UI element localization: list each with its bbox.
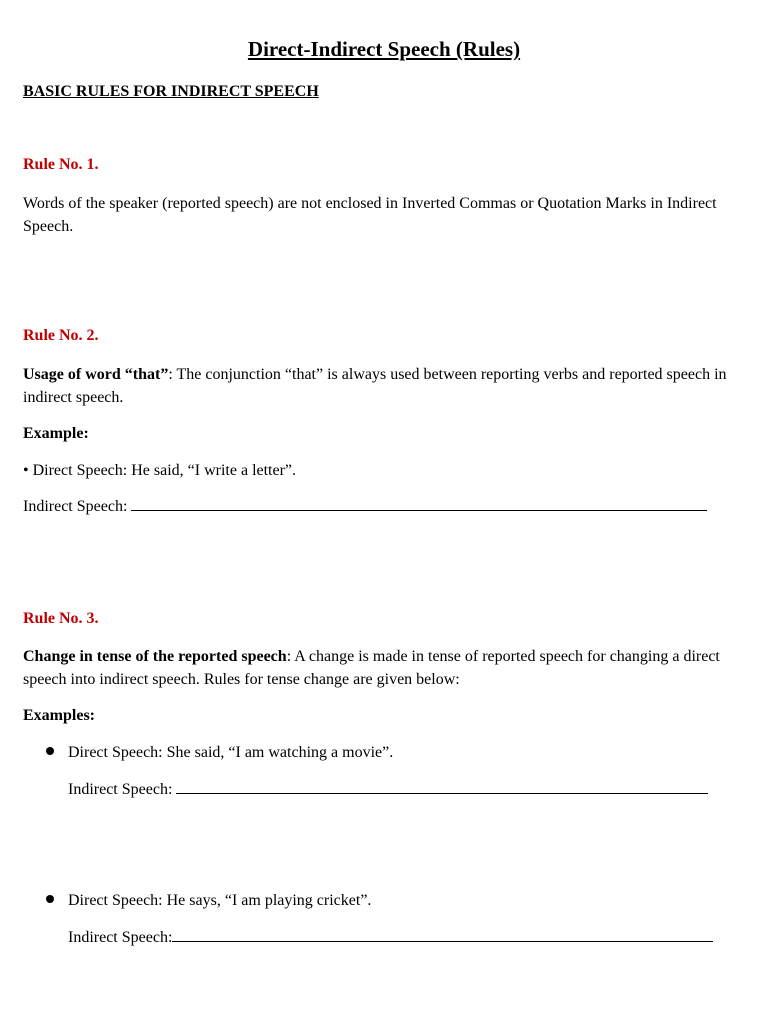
bullet-icon — [46, 747, 54, 755]
rule-3-example-2-answer-blank[interactable] — [172, 927, 713, 942]
rule-2-example-label: Example: — [23, 425, 89, 442]
rule-1-text: Words of the speaker (reported speech) are not enclosed in Inverted Commas or Quotation Marks in Indirect Speech. — [23, 195, 717, 235]
section-subtitle: BASIC RULES FOR INDIRECT SPEECH — [23, 83, 319, 100]
rule-3-example-1-direct-text: Direct Speech: She said, “I am watching a movie”. — [68, 744, 394, 761]
rule-3-examples-label: Examples: — [23, 707, 95, 724]
rule-3-paragraph — [23, 645, 743, 691]
rule-3-bold-lead: Change in tense of the reported speech — [23, 648, 287, 665]
rule-2-answer-blank[interactable] — [131, 496, 707, 511]
bullet-icon — [46, 895, 54, 903]
rule-3-example-1-direct — [46, 742, 393, 764]
rule-3-example-1-indirect-row — [68, 779, 708, 801]
rule-1-heading: Rule No. 1. — [23, 156, 99, 173]
rule-3-example-2-direct-text: Direct Speech: He says, “I am playing cricket”. — [68, 892, 372, 909]
rule-3-example-2-indirect-row — [68, 927, 713, 949]
rule-2-indirect-label: Indirect Speech: — [23, 498, 132, 515]
rule-3-example-1-answer-blank[interactable] — [176, 779, 708, 794]
rule-3-example-2-direct — [46, 890, 371, 912]
rule-3-heading: Rule No. 3. — [23, 610, 99, 627]
rule-3-example-2-indirect-label: Indirect Speech: — [68, 929, 173, 946]
page-title: Direct-Indirect Speech (Rules) — [247, 37, 521, 61]
rule-2-indirect-row — [23, 496, 707, 518]
rule-2-bold-lead: Usage of word “that” — [23, 366, 169, 383]
rule-2-text: : The conjunction “that” is always used between reporting verbs and reported speech in indirect speech. — [23, 366, 727, 406]
rule-2-paragraph — [23, 363, 743, 409]
rule-3-text: : A change is made in tense of reported speech for changing a direct speech into indirect speech. Rules for tense change are given below: — [23, 648, 720, 688]
rule-2-heading: Rule No. 2. — [23, 327, 99, 344]
rule-3-example-1-indirect-label: Indirect Speech: — [68, 781, 177, 798]
rule-2-direct-speech: • Direct Speech: He said, “I write a letter”. — [23, 462, 297, 479]
